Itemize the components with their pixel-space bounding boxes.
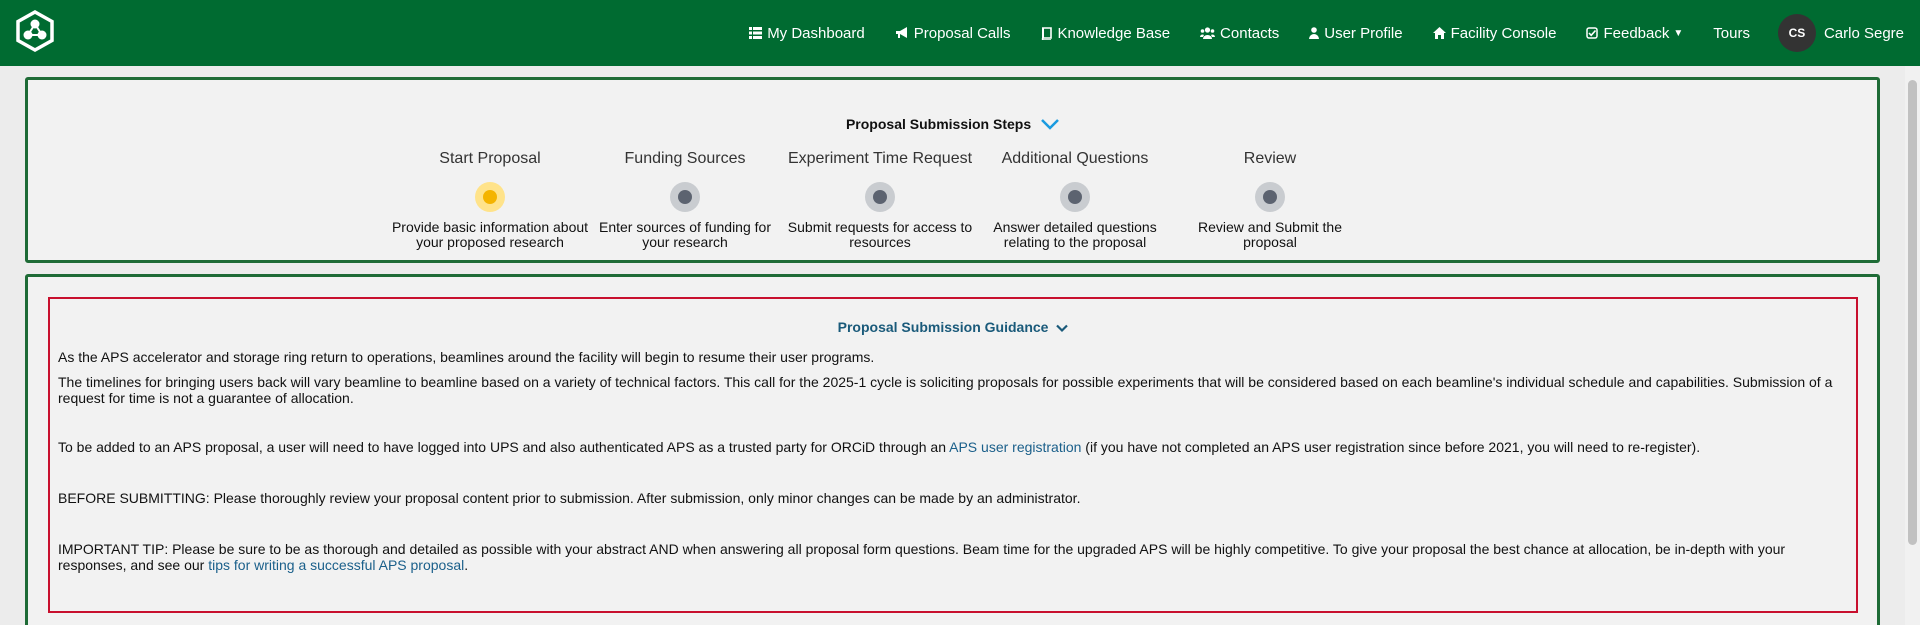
- guidance-paragraph: The timelines for bringing users back will vary beamline to beamline based on a variety of technical factors. This call for the 2025-1 cycle is soliciting proposals for possible experiments that will be considered based on each beamline's individual schedule and capabilities. Submission of a request for time is not a guarantee of allocation.: [58, 374, 1833, 406]
- steps-header[interactable]: [28, 116, 1877, 133]
- step-description: Enter sources of funding for your research: [599, 219, 771, 250]
- scrollbar-thumb[interactable]: [1908, 80, 1917, 545]
- text: .: [464, 557, 469, 573]
- proposal-tips-link[interactable]: tips for writing a successful APS proposal: [208, 557, 465, 573]
- home-icon: [1433, 27, 1446, 39]
- nav-user-profile[interactable]: [1309, 25, 1402, 42]
- step-description: Answer detailed questions relating to the proposal: [993, 219, 1157, 250]
- step-indicator: [865, 182, 895, 212]
- step-description: Provide basic information about your proposed research: [391, 219, 589, 250]
- user-name: Carlo Segre: [1823, 24, 1904, 42]
- aps-user-registration-link[interactable]: APS user registration: [949, 439, 1082, 455]
- chevron-down-icon[interactable]: [1041, 117, 1059, 133]
- nav-label: Tours: [1713, 24, 1750, 42]
- nav-facility-console[interactable]: [1433, 25, 1557, 42]
- text: IMPORTANT TIP: Please be sure to be as thorough and detailed as possible with your abstract AND when answering all proposal form questions. Beam time for the upgraded APS will be highly competitive. To give your proposal the best chance at allocation, be in-depth with your responses, and see our: [58, 541, 1786, 573]
- guidance-paragraph: As the APS accelerator and storage ring return to operations, beamlines around the facility will begin to resume their user programs.: [58, 349, 875, 365]
- guidance-box: [48, 297, 1858, 613]
- step-label: Start Proposal: [439, 150, 541, 167]
- step-label: Additional Questions: [1001, 150, 1149, 167]
- nav-tours[interactable]: [1713, 25, 1750, 42]
- step-indicator: [670, 182, 700, 212]
- guidance-header[interactable]: [50, 319, 1856, 336]
- step-label: Funding Sources: [624, 150, 746, 167]
- guidance-paragraph-registration: [58, 439, 1848, 455]
- step-description: Review and Submit the proposal: [1198, 219, 1342, 250]
- caret-down-icon: ▼: [1673, 27, 1684, 39]
- list-icon: [749, 27, 762, 39]
- nav-label: My Dashboard: [767, 24, 865, 42]
- user-menu[interactable]: [1778, 14, 1904, 52]
- step-indicator-active: [475, 182, 505, 212]
- guidance-paragraph-tip: [58, 541, 1848, 573]
- step-description: Submit requests for access to resources: [787, 219, 973, 250]
- step-start-proposal[interactable]: [390, 150, 590, 250]
- step-funding-sources[interactable]: [585, 150, 785, 250]
- step-indicator: [1060, 182, 1090, 212]
- step-additional-questions[interactable]: [975, 150, 1175, 250]
- nav-label: Feedback: [1603, 24, 1670, 42]
- nav-proposal-calls[interactable]: [895, 25, 1011, 42]
- user-icon: [1309, 27, 1319, 39]
- nav-my-dashboard[interactable]: [749, 25, 865, 42]
- step-label: Experiment Time Request: [787, 150, 973, 167]
- top-navbar: [0, 0, 1920, 66]
- step-indicator: [1255, 182, 1285, 212]
- step-label: Review: [1243, 150, 1297, 167]
- bullhorn-icon: [895, 27, 909, 39]
- text: (if you have not completed an APS user registration since before 2021, you will need to re-register).: [1081, 439, 1701, 455]
- avatar[interactable]: CS: [1778, 14, 1816, 52]
- nav-contacts[interactable]: [1200, 25, 1279, 42]
- steps-title: Proposal Submission Steps: [845, 116, 1032, 132]
- text: To be added to an APS proposal, a user will need to have logged into UPS and also authenticated APS as a trusted party for ORCiD through an: [58, 439, 950, 455]
- nav-label: Facility Console: [1450, 24, 1557, 42]
- nav-label: Knowledge Base: [1057, 24, 1171, 42]
- guidance-title: Proposal Submission Guidance: [837, 319, 1049, 335]
- nav-label: Proposal Calls: [913, 24, 1011, 42]
- users-icon: [1200, 27, 1215, 39]
- nav-feedback-dropdown[interactable]: [1586, 25, 1683, 42]
- step-experiment-time-request[interactable]: [780, 150, 980, 250]
- nav-label: User Profile: [1324, 24, 1403, 42]
- book-icon: [1040, 27, 1052, 40]
- chevron-down-icon[interactable]: [1056, 320, 1068, 336]
- main-content: [0, 66, 1905, 625]
- guidance-card: [25, 274, 1880, 625]
- step-review[interactable]: [1170, 150, 1370, 250]
- nav-label: Contacts: [1220, 24, 1280, 42]
- submission-steps-card: [25, 77, 1880, 263]
- app-logo-icon[interactable]: [14, 10, 56, 52]
- guidance-paragraph: BEFORE SUBMITTING: Please thoroughly review your proposal content prior to submission. After submission, only minor changes can be made by an administrator.: [58, 490, 1081, 506]
- check-square-icon: [1586, 27, 1598, 39]
- nav-knowledge-base[interactable]: [1040, 25, 1170, 42]
